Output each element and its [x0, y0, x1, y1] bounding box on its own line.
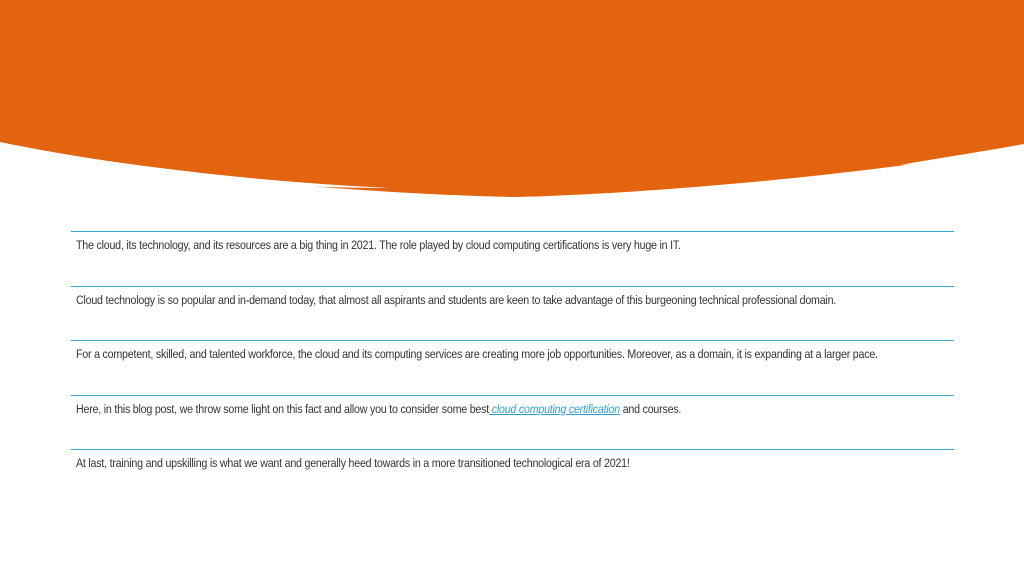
paragraph-2: [71, 286, 954, 341]
orange-header-banner: [0, 0, 1024, 210]
paragraph-1-text: The cloud, its technology, and its resources are a big thing in 2021. The role played by cloud computing certifications is very huge in IT.: [76, 238, 681, 252]
paragraph-4: [71, 395, 954, 450]
paragraph-5-text: At last, training and upskilling is what we want and generally heed towards in a more transitioned technological era of 2021!: [76, 456, 630, 470]
paragraph-3-text: For a competent, skilled, and talented workforce, the cloud and its computing services are creating more job opportunities. Moreover, as a domain, it is expanding at a larger pace.: [76, 347, 878, 361]
paragraph-4-before: Here, in this blog post, we throw some light on this fact and allow you to consider some best: [76, 401, 489, 416]
paragraph-2-text: Cloud technology is so popular and in-demand today, that almost all aspirants and students are keen to take advantage of this burgeoning technical professional domain.: [76, 292, 837, 307]
text-list: [71, 231, 954, 504]
paragraph-3: [71, 340, 954, 395]
paragraph-4-text: [76, 402, 681, 416]
cloud-computing-certification-link[interactable]: cloud computing certification: [488, 401, 620, 416]
paragraph-1: [71, 231, 954, 286]
paragraph-5: [71, 449, 954, 504]
paragraph-4-after: and courses.: [619, 401, 682, 416]
